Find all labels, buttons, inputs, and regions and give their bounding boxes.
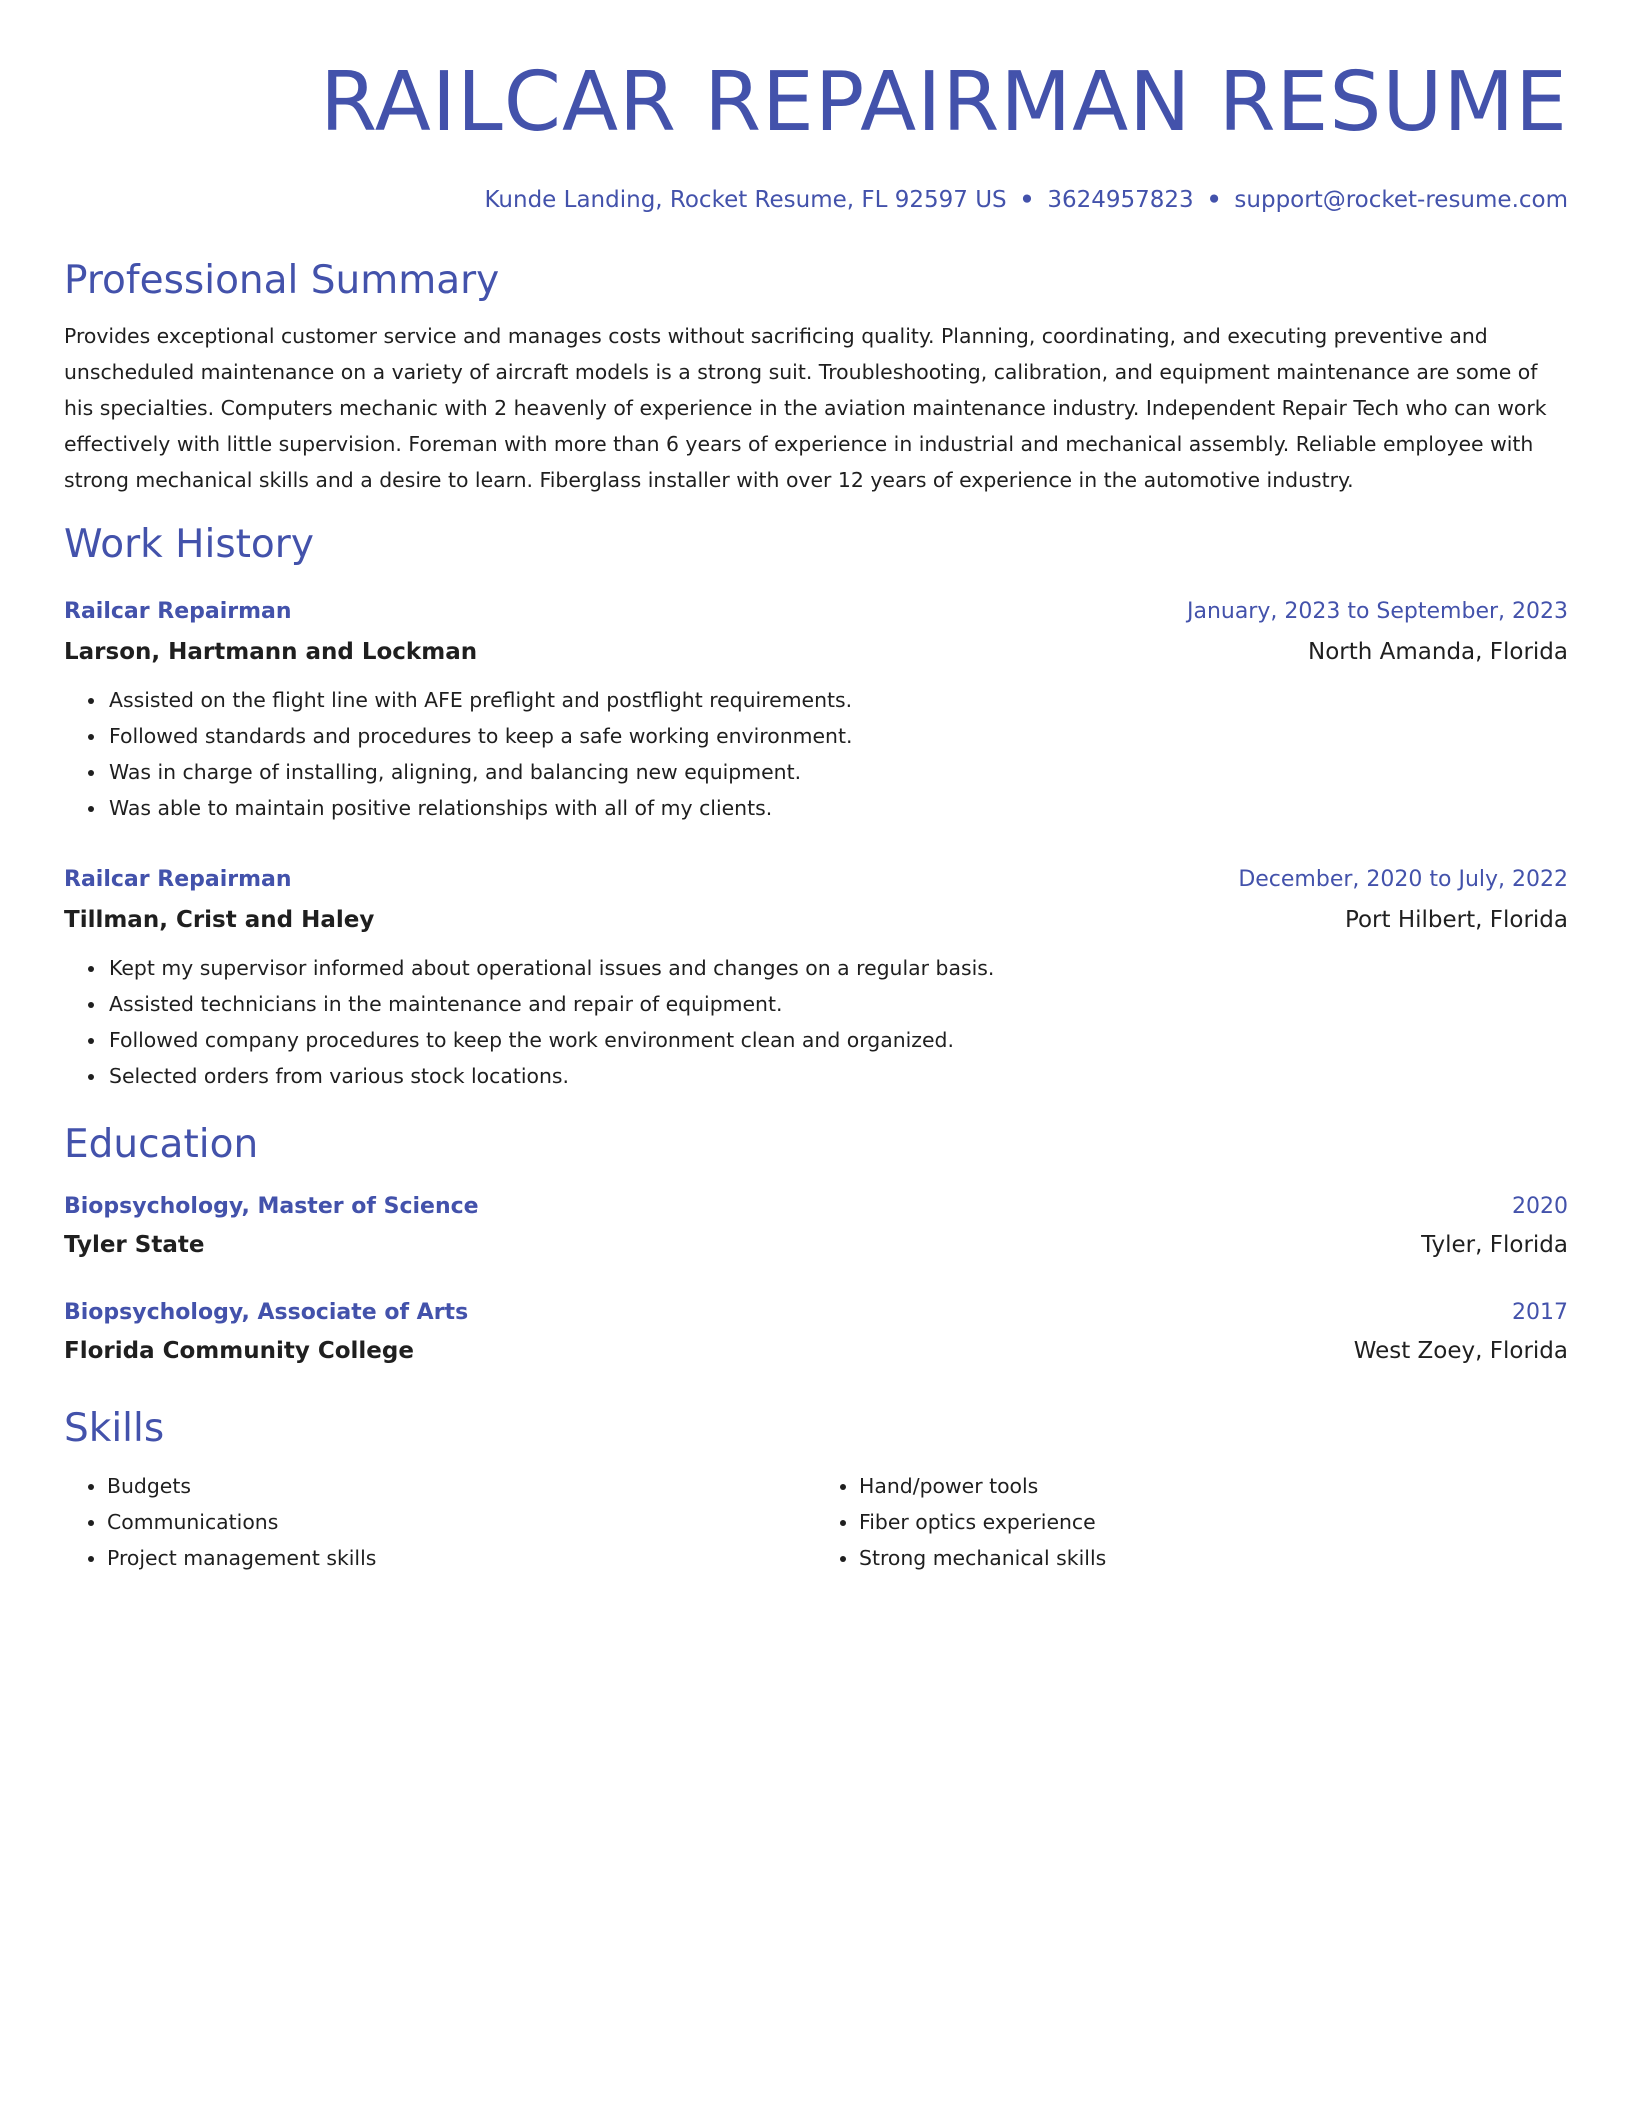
- job-duty: • Was able to maintain positive relationships with all of my clients.: [107, 790, 1568, 826]
- education-school: Florida Community College: [64, 1338, 414, 1364]
- job-entry: [64, 592, 1568, 826]
- skill-item: • Budgets: [107, 1468, 816, 1504]
- resume-header: [64, 52, 1568, 216]
- skills-list-right: [816, 1468, 1568, 1576]
- job-duty: • Assisted technicians in the maintenance and repair of equipment.: [107, 986, 1568, 1022]
- job-location: North Amanda, Florida: [1308, 639, 1568, 665]
- contact-phone: 3624957823: [1047, 187, 1194, 213]
- job-duty: • Kept my supervisor informed about operational issues and changes on a regular basis.: [107, 950, 1568, 986]
- job-dates: January, 2023 to September, 2023: [1186, 599, 1568, 624]
- work-history-section: [64, 518, 1568, 1094]
- summary-text: Provides exceptional customer service and manages costs without sacrificing quality. Planning, coordinating, and executing preventive and unscheduled maintenance on a variety of aircraft models is a strong suit. Troubleshooting, calibration, and equipment maintenance are some of his specialties. Computers mechanic with 2 heavenly of experience in the aviation maintenance industry. Independent Repair Tech who can work effectively with little supervision. Foreman with more than 6 years of experience in industrial and mechanical assembly. Reliable employee with strong mechanical skills and a desire to learn. Fiberglass installer with over 12 years of experience in the automotive industry.: [64, 324, 1547, 492]
- education-year: 2020: [1512, 1194, 1568, 1219]
- education-section: [64, 1118, 1568, 1370]
- job-duties-list: [64, 682, 1568, 826]
- job-duties-list: [64, 950, 1568, 1094]
- skill-item: • Hand/power tools: [859, 1468, 1568, 1504]
- contact-email: support@rocket-resume.com: [1234, 187, 1568, 213]
- job-duty: • Was in charge of installing, aligning, and balancing new equipment.: [107, 754, 1568, 790]
- job-location: Port Hilbert, Florida: [1344, 907, 1568, 933]
- skills-section: [64, 1402, 1568, 1576]
- skill-item: • Project management skills: [107, 1540, 816, 1576]
- education-location: Tyler, Florida: [1421, 1232, 1568, 1258]
- job-company: Tillman, Crist and Haley: [64, 907, 375, 933]
- contact-separator: •: [1206, 187, 1222, 213]
- education-degree: Biopsychology, Associate of Arts: [64, 1300, 469, 1325]
- work-history-heading: Work History: [64, 522, 314, 567]
- resume-title: RAILCAR REPAIRMAN RESUME: [320, 55, 1568, 150]
- education-heading: Education: [64, 1122, 259, 1167]
- job-dates: December, 2020 to July, 2022: [1238, 867, 1568, 892]
- job-title: Railcar Repairman: [64, 867, 292, 892]
- job-title: Railcar Repairman: [64, 599, 292, 624]
- education-entry: [64, 1294, 1568, 1370]
- education-year: 2017: [1512, 1300, 1568, 1325]
- contact-line: [64, 184, 1568, 216]
- job-duty: • Selected orders from various stock locations.: [107, 1058, 1568, 1094]
- job-duty: • Followed standards and procedures to keep a safe working environment.: [107, 718, 1568, 754]
- skills-heading: Skills: [64, 1406, 165, 1451]
- summary-heading: Professional Summary: [64, 258, 500, 303]
- education-entry: [64, 1188, 1568, 1264]
- skills-columns: [64, 1468, 1568, 1576]
- education-school: Tyler State: [64, 1232, 205, 1258]
- skill-item: • Strong mechanical skills: [859, 1540, 1568, 1576]
- job-company: Larson, Hartmann and Lockman: [64, 639, 478, 665]
- skills-list-left: [64, 1468, 816, 1576]
- contact-address: Kunde Landing, Rocket Resume, FL 92597 US: [484, 187, 1007, 213]
- job-entry: [64, 860, 1568, 1094]
- skill-item: • Communications: [107, 1504, 816, 1540]
- summary-section: [64, 254, 1568, 498]
- education-degree: Biopsychology, Master of Science: [64, 1194, 479, 1219]
- job-duty: • Followed company procedures to keep the work environment clean and organized.: [107, 1022, 1568, 1058]
- contact-separator: •: [1019, 187, 1035, 213]
- education-location: West Zoey, Florida: [1353, 1338, 1568, 1364]
- skill-item: • Fiber optics experience: [859, 1504, 1568, 1540]
- job-duty: • Assisted on the flight line with AFE preflight and postflight requirements.: [107, 682, 1568, 718]
